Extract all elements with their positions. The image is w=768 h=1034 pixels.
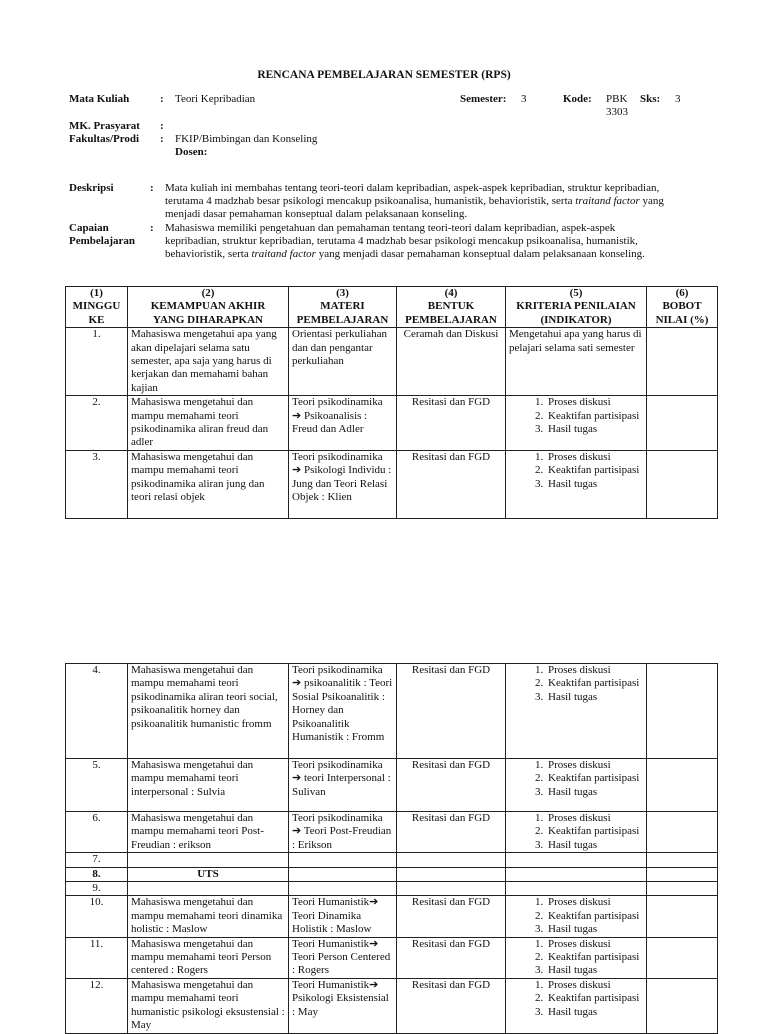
table-row [66,812,718,853]
materi-cell: Orientasi perkuliahan dan dan pengantar perkuliahan [289,328,397,396]
arrow-right-icon: ➔ [292,464,302,477]
kriteria-cell: 1. Proses diskusi 2. Keaktifan partisipasi 3. Hasil tugas [506,812,647,853]
materi-cell: Teori psikodinamika ➔ Psikoanalisis : Freud dan Adler [289,396,397,451]
arrow-right-icon: ➔ [292,677,302,690]
deskripsi-label: Deskripsi [69,182,114,194]
kode-value-1: PBK [606,93,628,105]
bobot-cell [647,978,718,1033]
deskripsi-line-3: menjadi dasar pemahaman konseptual dalam pelaksanaan konseling. [165,208,468,220]
header-bentuk: (4) BENTUK PEMBELAJARAN [397,287,506,328]
colon: : [160,120,164,132]
kemampuan-cell: Mahasiswa mengetahui dan mampu memahami teori interpersonal : Sulvia [128,759,289,812]
kriteria-cell: 1. Proses diskusi 2. Keaktifan partisipasi 3. Hasil tugas [506,396,647,451]
table-row [66,882,718,896]
table-row [66,978,718,1033]
materi-cell: Teori Humanistik➔ Teori Dinamika Holistik : Maslow [289,896,397,937]
colon: : [150,182,154,194]
kemampuan-cell: Mahasiswa mengetahui dan mampu memahami teori dinamika holistic : Maslow [128,896,289,937]
bobot-cell [647,896,718,937]
table-row [66,328,718,396]
week-cell: 7. [66,853,128,867]
capaian-label-1: Capaian [69,222,109,234]
week-cell: 9. [66,882,128,896]
week-cell: 1. [66,328,128,396]
semester-value: 3 [521,93,527,105]
deskripsi-line-2: terutama 4 madzhab besar psikologi mencakup psikoanalisa, humanistik, behavioristik, serta traitand factor yang [165,195,664,207]
table-row [66,853,718,867]
kriteria-cell: 1. Proses diskusi 2. Keaktifan partisipasi 3. Hasil tugas [506,664,647,759]
header-materi: (3) MATERI PEMBELAJARAN [289,287,397,328]
materi-cell: Teori Humanistik➔ Teori Person Centered : Rogers [289,937,397,978]
header-bobot: (6) BOBOT NILAI (%) [647,287,718,328]
bentuk-cell: Resitasi dan FGD [397,978,506,1033]
table-row [66,396,718,451]
table-header-row [66,287,718,328]
kemampuan-cell: Mahasiswa mengetahui dan mampu memahami teori Post-Freudian : erikson [128,812,289,853]
week-cell: 2. [66,396,128,451]
arrow-right-icon: ➔ [369,978,379,991]
kemampuan-cell: Mahasiswa mengetahui apa yang akan dipelajari selama satu semester, apa saja yang harus di kerjakan dan memahami bahan kajian [128,328,289,396]
kriteria-cell: 1. Proses diskusi 2. Keaktifan partisipasi 3. Hasil tugas [506,937,647,978]
arrow-right-icon: ➔ [369,937,379,950]
capaian-line-1: Mahasiswa memiliki pengetahuan dan pemahaman tentang teori-teori dalam kepribadian, aspek-aspek [165,222,616,234]
kriteria-cell: 1. Proses diskusi 2. Keaktifan partisipasi 3. Hasil tugas [506,450,647,518]
rps-table-part-1 [65,286,718,519]
materi-cell: Teori psikodinamika ➔ Psikologi Individu : Jung dan Teori Relasi Objek : Klien [289,450,397,518]
week-cell: 10. [66,896,128,937]
document-title: RENCANA PEMBELAJARAN SEMESTER (RPS) [257,69,511,81]
week-cell: 6. [66,812,128,853]
semester-label: Semester: [460,93,507,105]
colon: : [160,133,164,145]
rps-table-part-2 [65,663,718,1034]
bentuk-cell: Resitasi dan FGD [397,396,506,451]
mata-kuliah-label: Mata Kuliah [69,93,130,105]
week-cell: 12. [66,978,128,1033]
kemampuan-cell: Mahasiswa mengetahui dan mampu memahami teori psikodinamika aliran jung dan teori relasi objek [128,450,289,518]
kode-value-2: 3303 [606,106,628,118]
table-row [66,896,718,937]
sks-value: 3 [675,93,681,105]
kriteria-cell: Mengetahui apa yang harus di pelajari selama sati semester [506,328,647,396]
dosen-label: Dosen: [175,146,208,158]
bentuk-cell: Resitasi dan FGD [397,937,506,978]
uts-row [66,867,718,881]
kemampuan-cell: Mahasiswa mengetahui dan mampu memahami teori Person centered : Rogers [128,937,289,978]
kode-label: Kode: [563,93,592,105]
bentuk-cell: Resitasi dan FGD [397,759,506,812]
table-row [66,664,718,759]
fakultas-label: Fakultas/Prodi [69,133,140,145]
week-cell: 8. [66,867,128,881]
bentuk-cell: Resitasi dan FGD [397,450,506,518]
header-minggu: (1) MINGGU KE [66,287,128,328]
bobot-cell [647,328,718,396]
bobot-cell [647,396,718,451]
bentuk-cell: Ceramah dan Diskusi [397,328,506,396]
kriteria-cell: 1. Proses diskusi 2. Keaktifan partisipasi 3. Hasil tugas [506,759,647,812]
colon: : [150,222,154,234]
bobot-cell [647,450,718,518]
capaian-label-2: Pembelajaran [69,235,135,247]
table-row [66,937,718,978]
week-cell: 3. [66,450,128,518]
arrow-right-icon: ➔ [369,896,379,909]
bentuk-cell: Resitasi dan FGD [397,812,506,853]
kemampuan-cell: Mahasiswa mengetahui dan mampu memahami teori psikodinamika aliran teori social, psikoanalitik horney dan psikoanalitik humanistic fromm [128,664,289,759]
kemampuan-cell: Mahasiswa mengetahui dan mampu memahami teori humanistic psikologi eksustensial : May [128,978,289,1033]
kriteria-cell: 1. Proses diskusi 2. Keaktifan partisipasi 3. Hasil tugas [506,896,647,937]
fakultas-value: FKIP/Bimbingan dan Konseling [175,133,318,145]
kriteria-cell: 1. Proses diskusi 2. Keaktifan partisipasi 3. Hasil tugas [506,978,647,1033]
arrow-right-icon: ➔ [292,825,302,838]
materi-cell: Teori psikodinamika ➔ psikoanalitik : Teori Sosial Psikoanalitik : Horney dan Psikoanalitik Humanistik : Fromm [289,664,397,759]
table-row [66,759,718,812]
week-cell: 11. [66,937,128,978]
mata-kuliah-value: Teori Kepribadian [175,93,256,105]
week-cell: 4. [66,664,128,759]
header-kemampuan: (2) KEMAMPUAN AKHIR YANG DIHARAPKAN [128,287,289,328]
bobot-cell [647,664,718,759]
bobot-cell [647,937,718,978]
colon: : [160,93,164,105]
deskripsi-line-1: Mata kuliah ini membahas tentang teori-teori dalam kepribadian, aspek-aspek kepribadian, struktur kepribadian, [165,182,660,194]
week-cell: 5. [66,759,128,812]
uts-label: UTS [128,867,289,881]
prasyarat-label: MK. Prasyarat [69,120,140,132]
materi-cell: Teori Humanistik➔ Psikologi Eksistensial : May [289,978,397,1033]
materi-cell: Teori psikodinamika ➔ teori Interpersonal : Sulivan [289,759,397,812]
capaian-line-2: kepribadian, struktur kepribadian, terutama 4 madzhab besar psikologi mencakup psikoanalisa, humanistik, [165,235,638,247]
materi-cell: Teori psikodinamika ➔ Teori Post-Freudian : Erikson [289,812,397,853]
sks-label: Sks: [640,93,661,105]
arrow-right-icon: ➔ [292,772,302,785]
bobot-cell [647,812,718,853]
bentuk-cell: Resitasi dan FGD [397,896,506,937]
table-row [66,450,718,518]
kemampuan-cell: Mahasiswa mengetahui dan mampu memahami teori psikodinamika aliran freud dan adler [128,396,289,451]
header-kriteria: (5) KRITERIA PENILAIAN (INDIKATOR) [506,287,647,328]
capaian-line-3: behavioristik, serta traitand factor yang menjadi dasar pemahaman konseptual dalam pelaksanaan konseling. [165,248,645,260]
bentuk-cell: Resitasi dan FGD [397,664,506,759]
bobot-cell [647,759,718,812]
arrow-right-icon: ➔ [292,409,302,422]
